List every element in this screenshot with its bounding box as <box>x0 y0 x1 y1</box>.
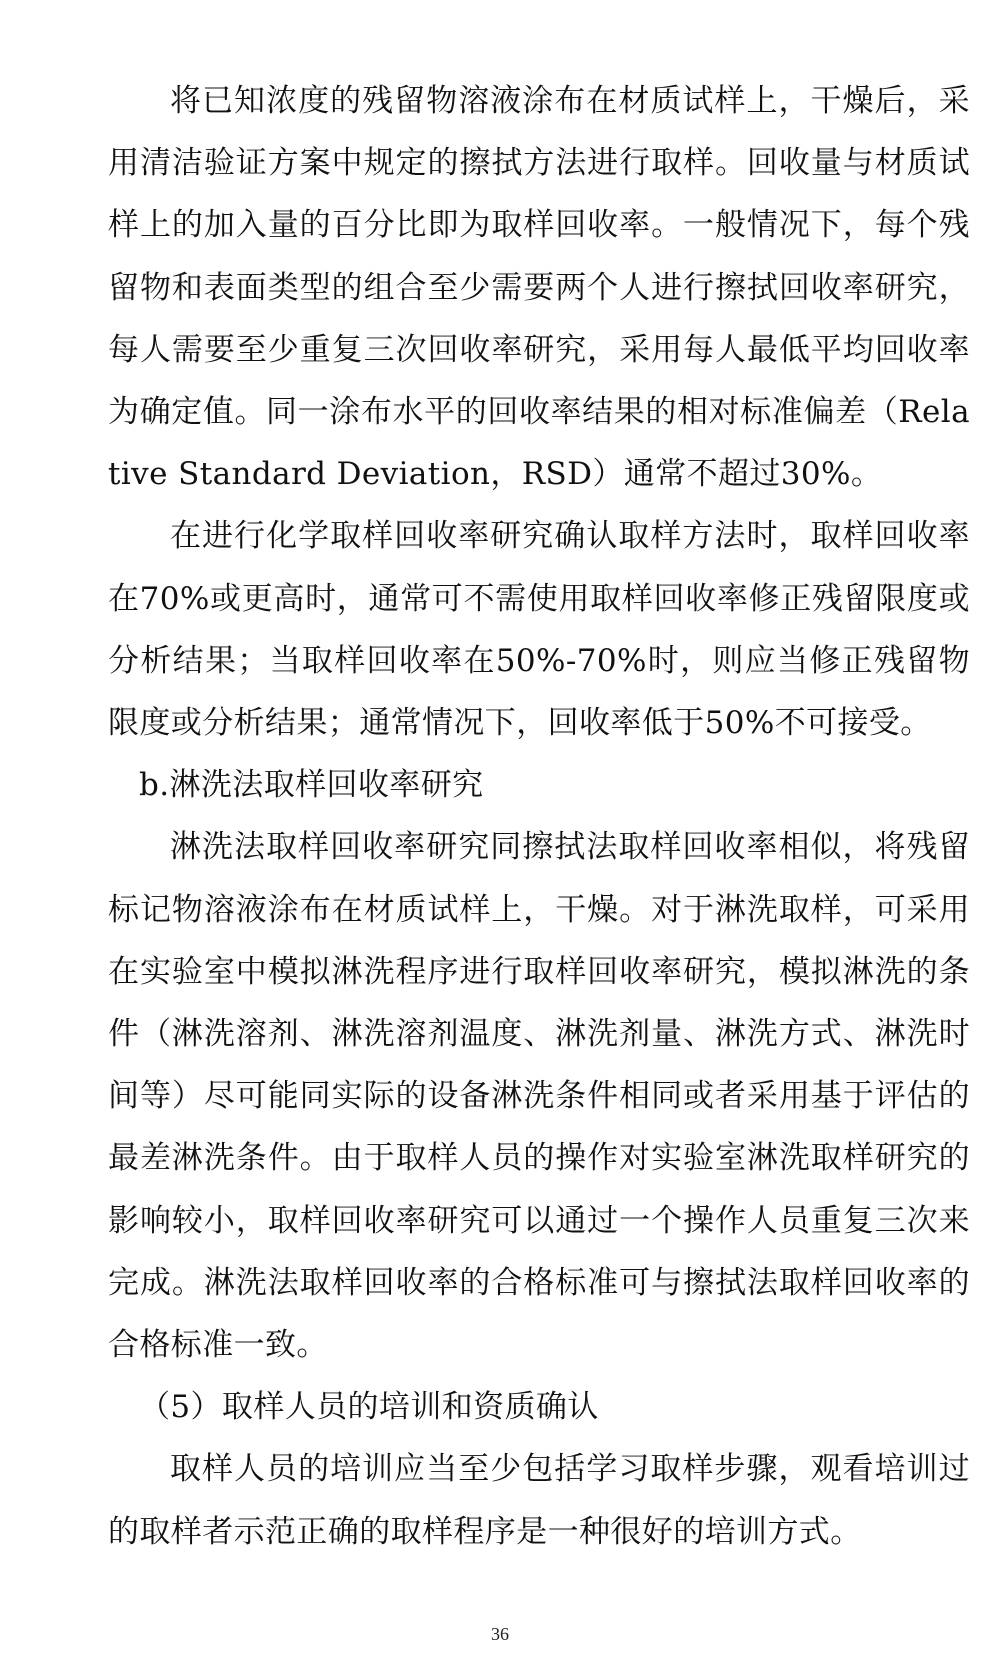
heading-rinse-recovery-study: b.淋洗法取样回收率研究 <box>139 767 484 804</box>
page-body <box>108 70 970 1563</box>
paragraph-recovery-criteria: 在进行化学取样回收率研究确认取样方法时，取样回收率在70%或更高时，通常可不需使用取样回收率修正残留限度或分析结果；当取样回收率在50%-70%时，则应当修正残留物限度或分析结果；通常情况下，回收率低于50%不可接受。 <box>108 518 970 742</box>
heading-sampler-training: （5）取样人员的培训和资质确认 <box>139 1389 599 1426</box>
page-number: 36 <box>491 1624 509 1644</box>
paragraph-sampler-training: 取样人员的培训应当至少包括学习取样步骤，观看培训过的取样者示范正确的取样程序是一种很好的培训方式。 <box>108 1451 970 1550</box>
paragraph-rinse-recovery-study: 淋洗法取样回收率研究同擦拭法取样回收率相似，将残留标记物溶液涂布在材质试样上，干燥。对于淋洗取样，可采用在实验室中模拟淋洗程序进行取样回收率研究，模拟淋洗的条件（淋洗溶剂、淋洗溶剂温度、淋洗剂量、淋洗方式、淋洗时间等）尽可能同实际的设备淋洗条件相同或者采用基于评估的最差淋洗条件。由于取样人员的操作对实验室淋洗取样研究的影响较小，取样回收率研究可以通过一个操作人员重复三次来完成。淋洗法取样回收率的合格标准可与擦拭法取样回收率的合格标准一致。 <box>108 829 970 1364</box>
paragraph-swab-recovery-method: 将已知浓度的残留物溶液涂布在材质试样上，干燥后，采用清洁验证方案中规定的擦拭方法进行取样。回收量与材质试样上的加入量的百分比即为取样回收率。一般情况下，每个残留物和表面类型的组合至少需要两个人进行擦拭回收率研究，每人需要至少重复三次回收率研究，采用每人最低平均回收率为确定值。同一涂布水平的回收率结果的相对标准偏差（Relative Standard Deviation，RSD）通常不超过30%。 <box>108 83 970 493</box>
